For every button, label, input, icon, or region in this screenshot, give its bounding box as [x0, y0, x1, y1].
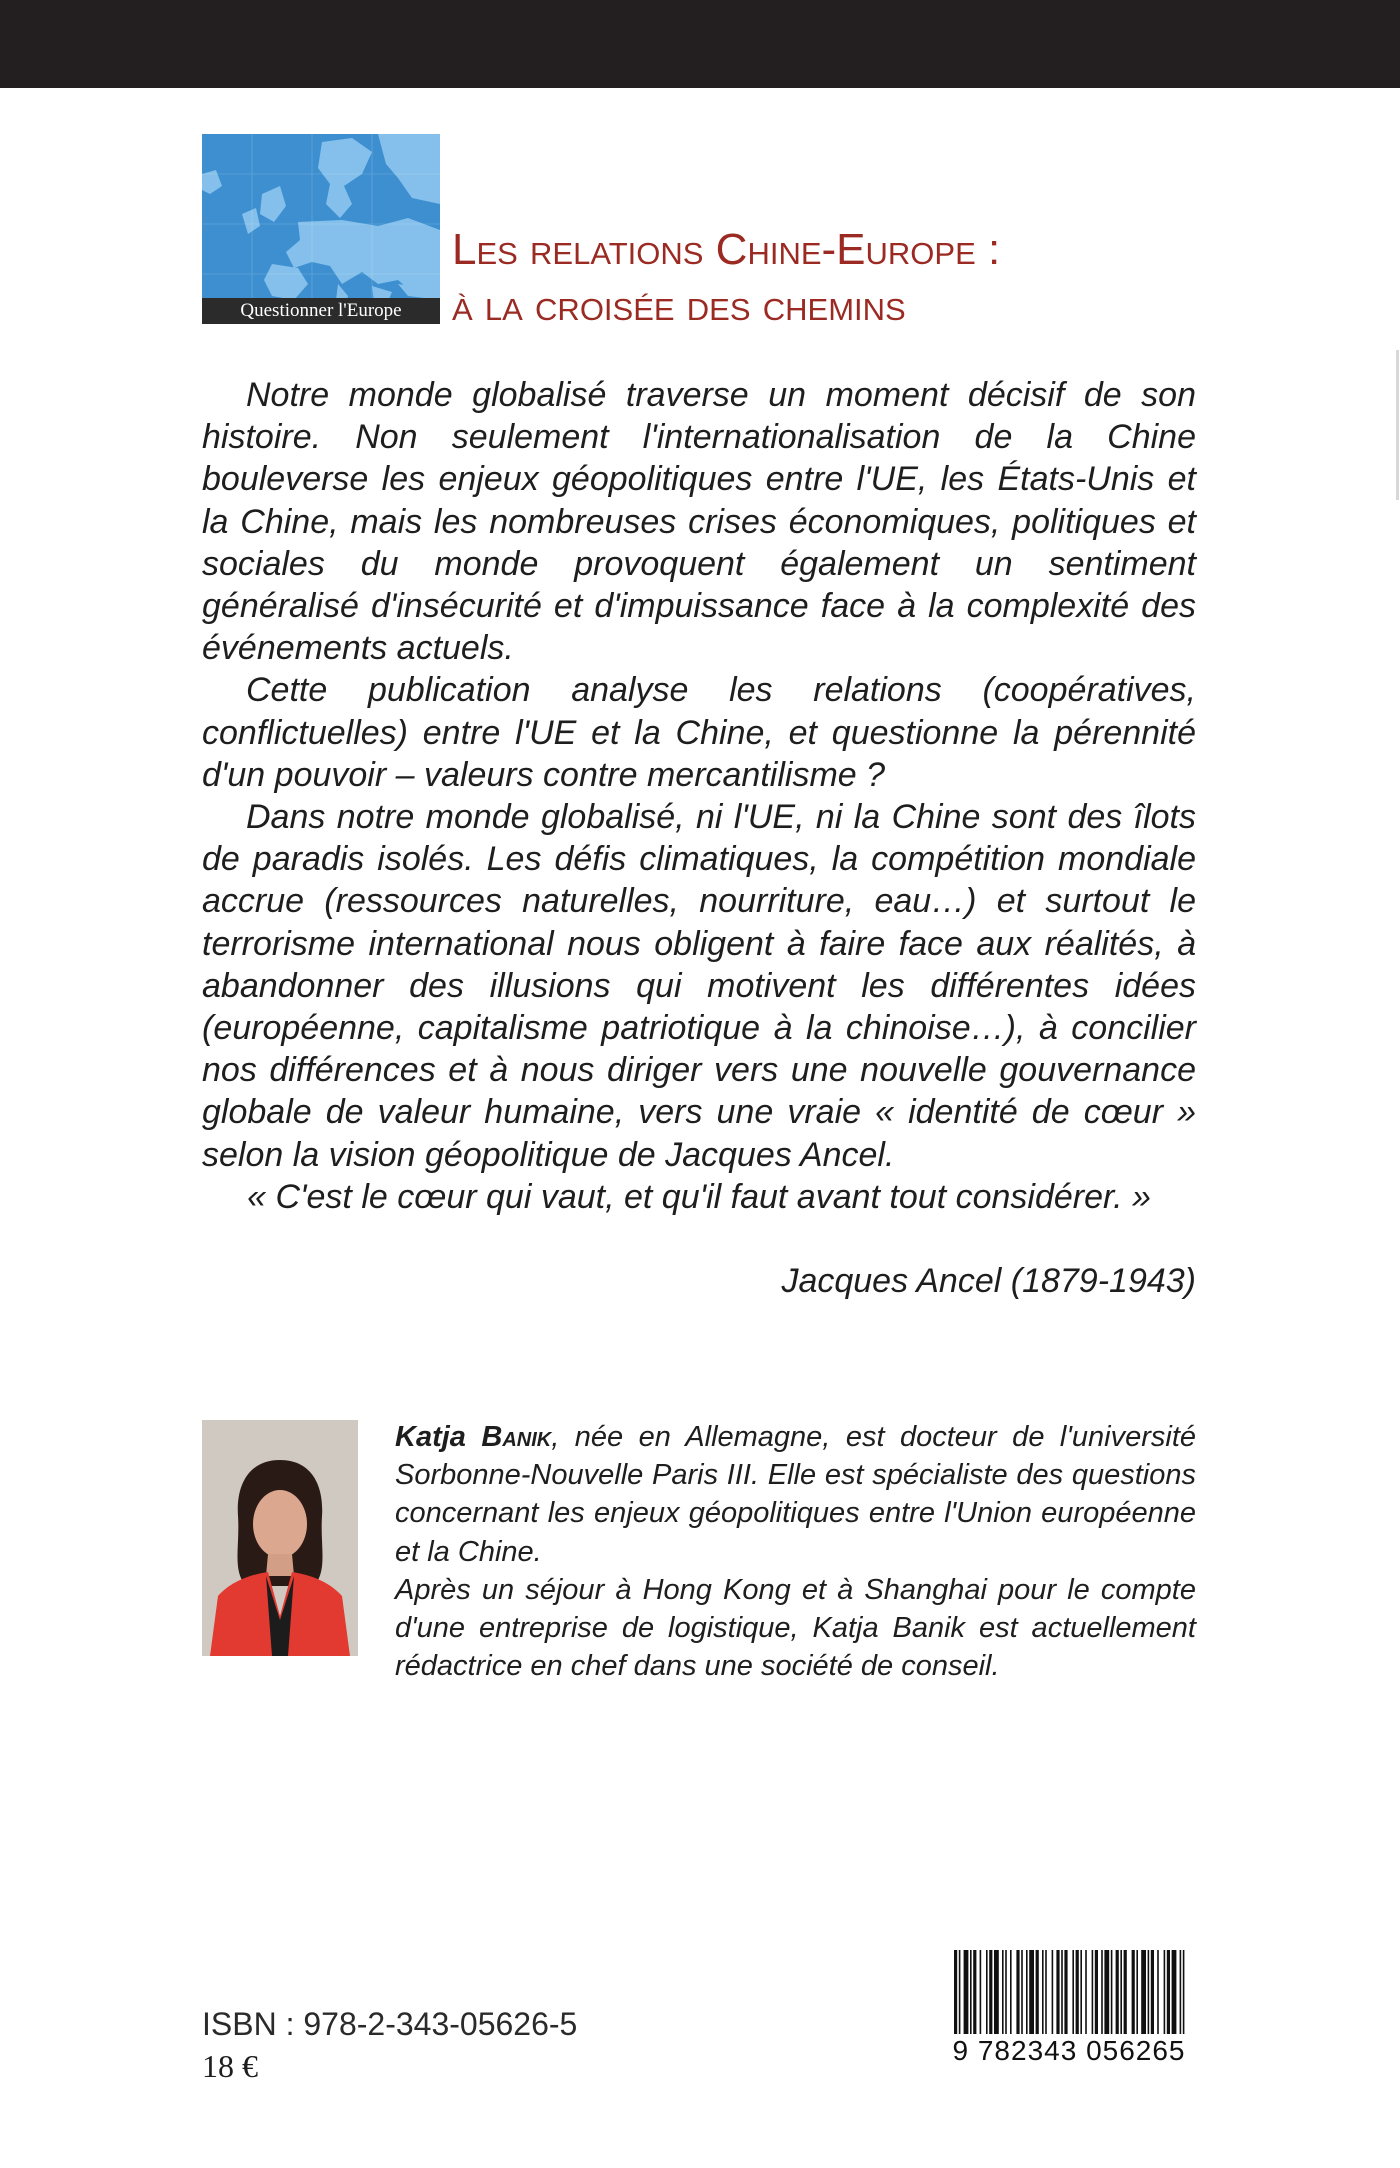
blurb-paragraph-3: Dans notre monde globalisé, ni l'UE, ni la Chine sont des îlots de paradis isolés. Les défis climatiques, la compétition mondiale accrue (ressources naturelles, nourriture, eau…) et surtout le terrorisme international nous obligent à faire face aux réalités, à abandonner des illusions qui motivent les différentes idées (européenne, capitalisme patriotique à la chinoise…), à concilier nos différences et à nous diriger vers une nouvelle gouvernance globale de valeur humaine, vers une vraie « identité de cœur » selon la vision géopolitique de Jacques Ancel. [202, 798, 1196, 1174]
barcode-bar [1095, 1950, 1098, 2036]
barcode-bar [954, 1950, 957, 2036]
barcode-bar [1157, 1950, 1159, 2036]
barcode-bar [1016, 1950, 1019, 2036]
barcode-bar [1010, 1950, 1012, 2036]
top-dark-band [0, 0, 1400, 88]
barcode-bar [1151, 1950, 1154, 2036]
epigraph-quote: « C'est le cœur qui vaut, et qu'il faut avant tout considérer. » [247, 1178, 1151, 1216]
series-label: Questionner l'Europe [202, 298, 440, 324]
barcode-bar [1029, 1950, 1034, 2036]
page-edge-mark [1396, 350, 1399, 500]
barcode-bar [1080, 1950, 1082, 2036]
book-title-line-1: Les relations Chine-Europe : [452, 225, 1001, 274]
europe-map-icon [202, 134, 440, 324]
barcode-bar [1183, 1950, 1185, 2036]
author-bio-paragraph-2: Après un séjour à Hong Kong et à Shanghai pour le compte d'une entreprise de logistique, Katja Banik est actuellement rédactrice en chef dans une société de conseil. [395, 1573, 1196, 1683]
isbn-label: ISBN : 978-2-343-05626-5 [202, 2006, 578, 2042]
barcode-bar [964, 1950, 969, 2036]
barcode-bar [1124, 1950, 1127, 2036]
barcode-bar [986, 1950, 988, 2036]
author-portrait-icon [202, 1420, 358, 1656]
author-biography [395, 1418, 1196, 1685]
barcode-bar [1005, 1950, 1007, 2036]
barcode-bar [959, 1950, 961, 2036]
barcode-bar [1101, 1950, 1103, 2036]
barcode-bar [1052, 1950, 1054, 2036]
series-logo [202, 134, 440, 324]
barcode-bar [1092, 1950, 1094, 2036]
barcode-digits: 9 782343 056265 [938, 2034, 1200, 2068]
barcode-bar [1104, 1950, 1109, 2036]
barcode-bar [1064, 1950, 1067, 2036]
barcode-bar [1072, 1950, 1074, 2036]
isbn-barcode [938, 1950, 1200, 2066]
barcode-bar [1132, 1950, 1135, 2036]
back-cover-blurb [202, 374, 1196, 1176]
barcode-bar [1045, 1950, 1047, 2036]
barcode-bar [1167, 1950, 1170, 2036]
barcode-bar [994, 1950, 999, 2036]
barcode-bar [989, 1950, 992, 2036]
barcode-bar [1036, 1950, 1039, 2036]
barcode-bar [1026, 1950, 1028, 2036]
blurb-paragraph-2: Cette publication analyse les relations (coopératives, conflictuelles) entre l'UE et la Chine, et questionne la pérennité d'un pouvoir – valeurs contre mercantilisme ? [202, 671, 1196, 794]
barcode-bar [1042, 1950, 1044, 2036]
blurb-paragraph-1: Notre monde globalisé traverse un moment décisif de son histoire. Non seulement l'internationalisation de la Chine bouleverse les enjeux géopolitiques entre l'UE, les États-Unis et la Chine, mais les nombreuses crises économiques, politiques et sociales du monde provoquent également un sentiment généralisé d'insécurité et d'impuissance face à la complexité des événements actuels. [202, 376, 1196, 668]
barcode-bar [1172, 1950, 1177, 2036]
author-surname: Banik [481, 1421, 552, 1453]
barcode-bar [1021, 1950, 1023, 2036]
author-bio-text-1: , née en Allemagne, est docteur de l'université Sorbonne-Nouvelle Paris III. Elle est spécialiste des questions concernant les enjeux géopolitiques entre l'Union européenne et la Chine. [395, 1421, 1197, 1568]
barcode-bar [970, 1950, 972, 2036]
barcode-bar [973, 1950, 976, 2036]
price-label: 18 € [202, 2048, 258, 2084]
barcode-bar [1085, 1950, 1087, 2036]
barcode-bar [1111, 1950, 1113, 2036]
barcode-bar [1148, 1950, 1150, 2036]
barcode-bar [980, 1950, 982, 2036]
author-first-name: Katja [395, 1421, 466, 1453]
author-bio-paragraph-1 [395, 1418, 1196, 1571]
book-title-line-2: à la croisée des chemins [452, 281, 906, 330]
barcode-bar [1116, 1950, 1119, 2036]
barcode-bar [1002, 1950, 1004, 2036]
barcode-bar [1120, 1950, 1122, 2036]
barcode-bars [938, 1950, 1200, 2040]
epigraph-author: Jacques Ancel (1879-1943) [781, 1262, 1196, 1300]
barcode-bar [1164, 1950, 1166, 2036]
barcode-bar [1136, 1950, 1138, 2036]
barcode-bar [1141, 1950, 1146, 2036]
barcode-bar [1076, 1950, 1079, 2036]
book-title [452, 222, 1252, 334]
barcode-bar [1056, 1950, 1059, 2036]
barcode-bar [1061, 1950, 1063, 2036]
barcode-bar [1180, 1950, 1182, 2036]
author-photo [202, 1420, 358, 1656]
